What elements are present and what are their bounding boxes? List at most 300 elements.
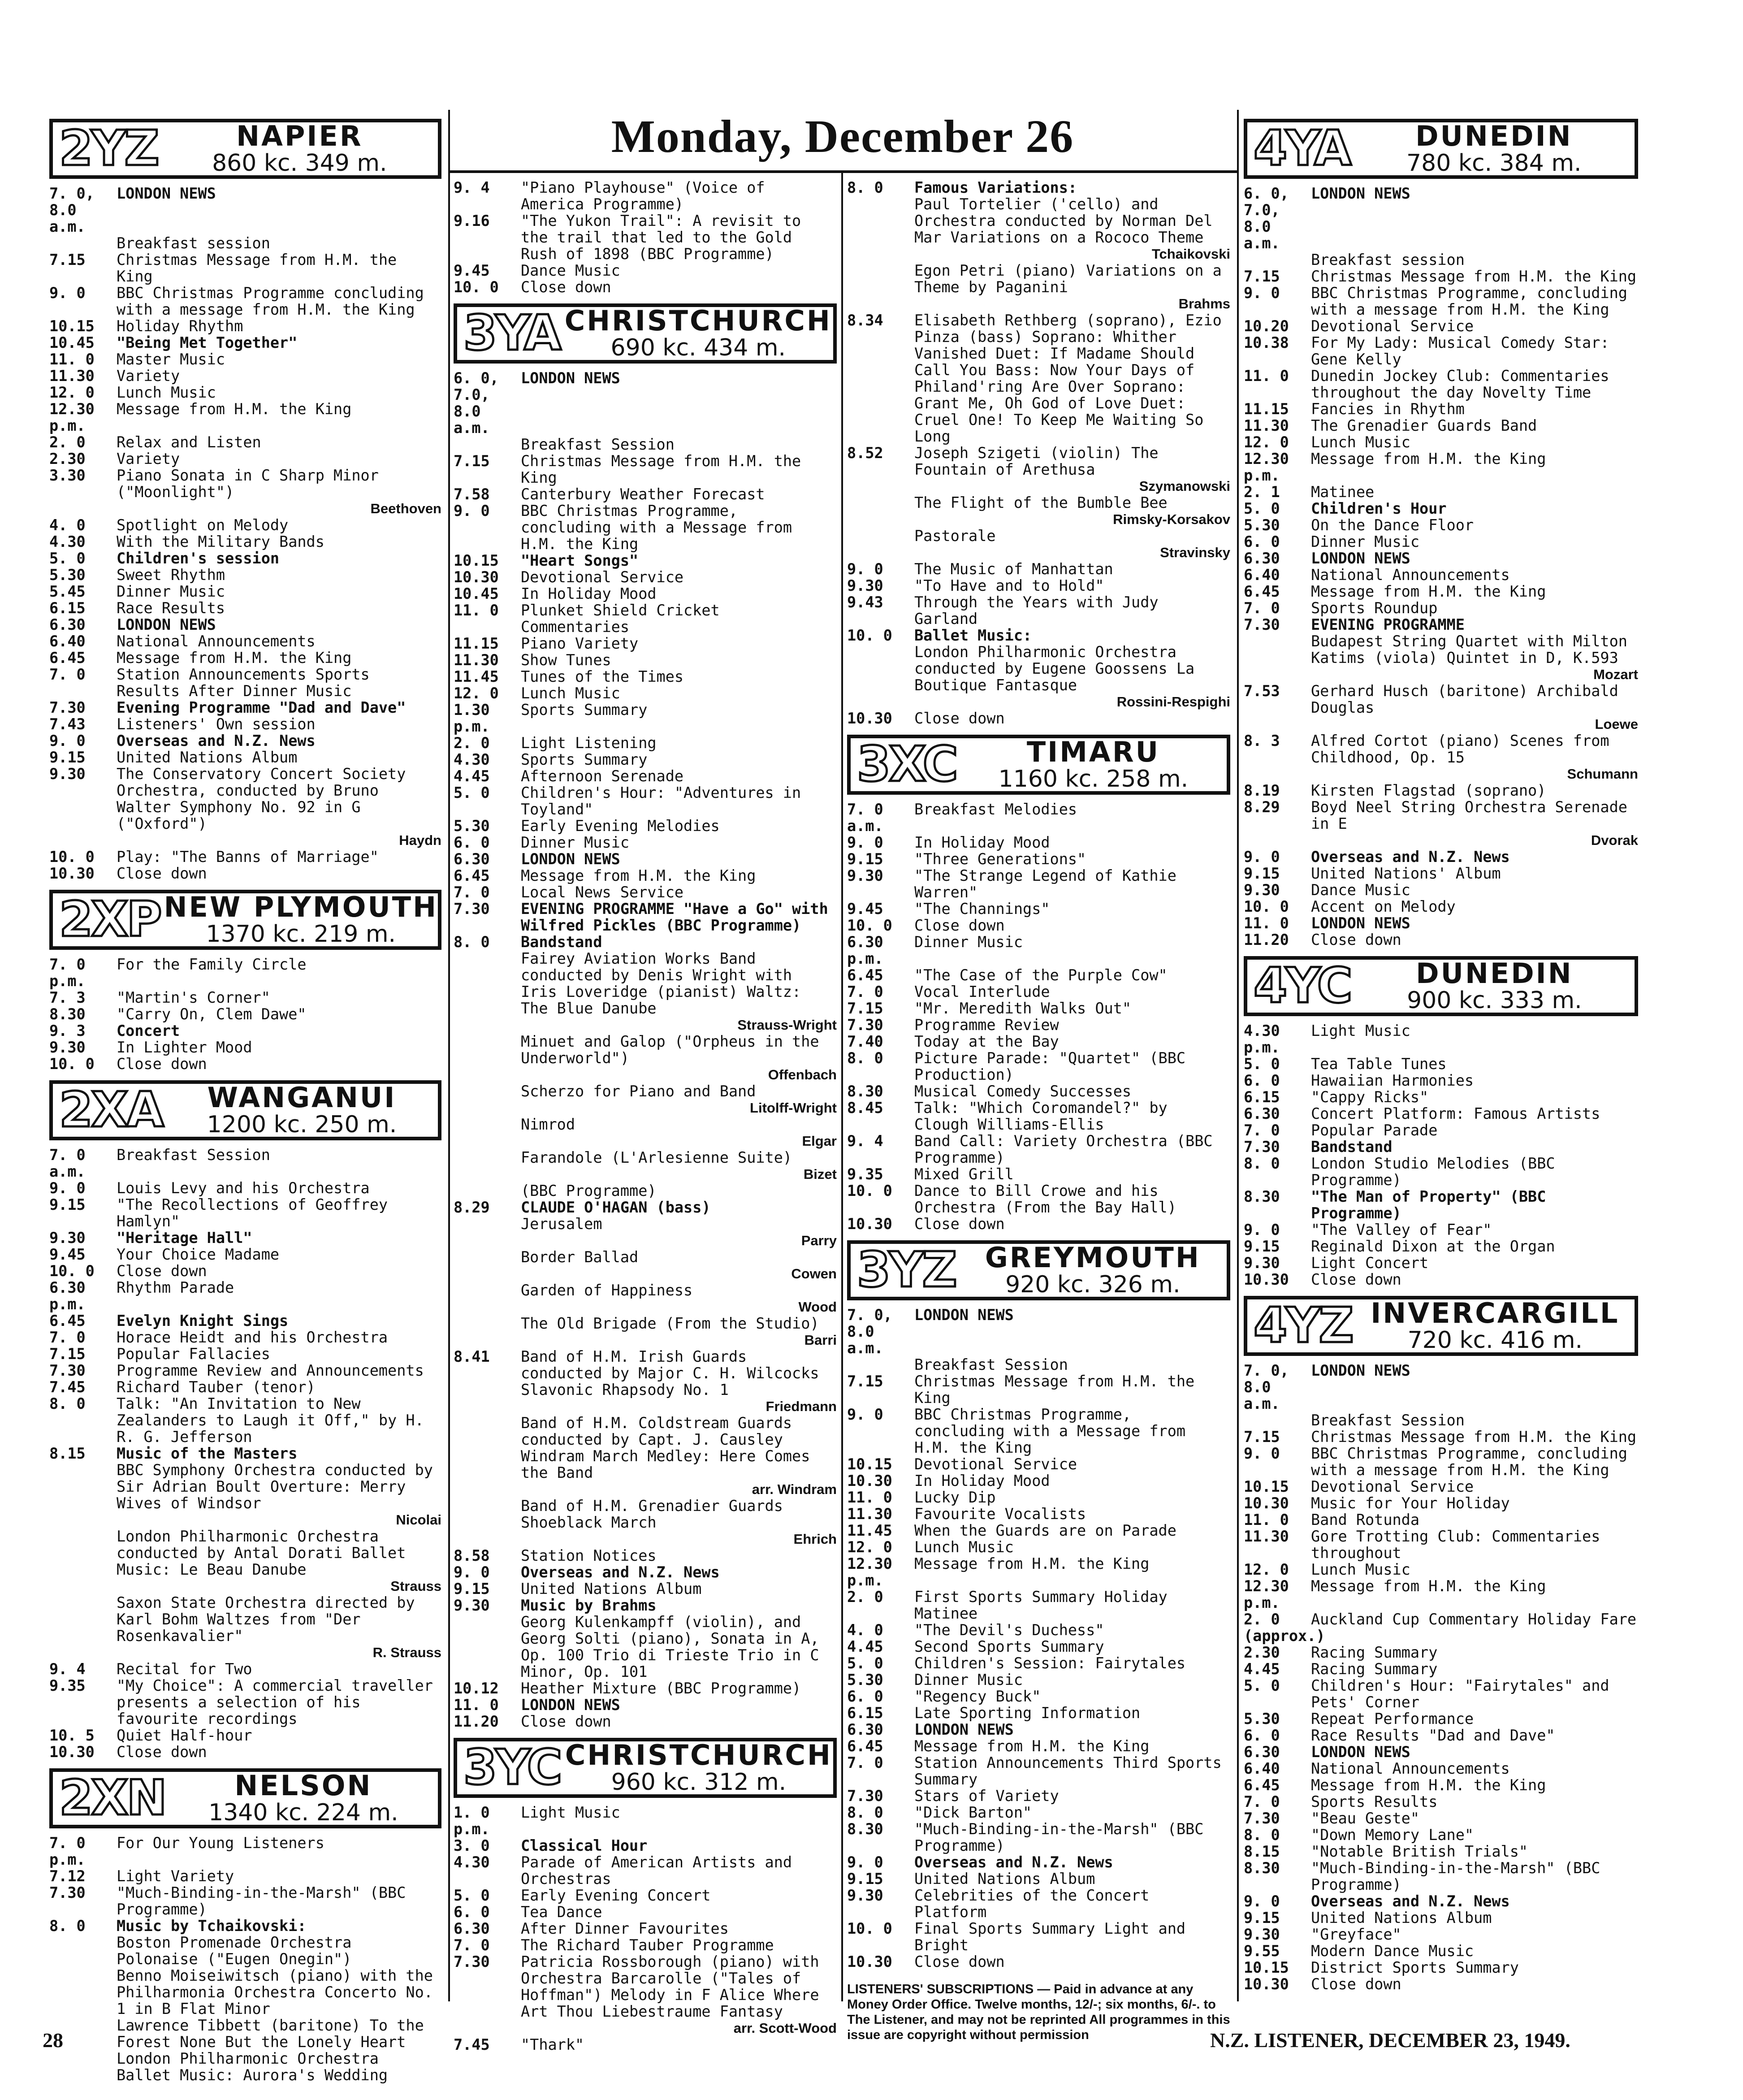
schedule-entry: [49, 434, 441, 450]
entry-time: 7.58: [454, 485, 490, 503]
composer-name: Stravinsky: [1160, 545, 1230, 560]
schedule-entry: [847, 851, 1230, 867]
entry-title: United Nations Album: [521, 1580, 702, 1598]
entry-title: Heather Mixture (BBC Programme): [521, 1680, 801, 1697]
entry-time: [847, 528, 914, 544]
schedule-entry: [1244, 849, 1638, 865]
schedule-entry: [847, 1506, 1230, 1522]
schedule-entry: [1244, 633, 1638, 666]
entry-title: Recital for Two: [117, 1660, 252, 1678]
entry-time: 5. 0: [1244, 1677, 1280, 1694]
entry-title: Message from H.M. the King: [914, 1737, 1150, 1755]
entry-time: 12.30 p.m.: [1244, 450, 1289, 484]
schedule-entry: [847, 1821, 1230, 1854]
entry-time: 9. 0: [1244, 1221, 1280, 1238]
entry-title: Close down: [1311, 931, 1401, 948]
schedule-entry: [1244, 1777, 1638, 1793]
entry-time: 8. 3: [1244, 732, 1280, 749]
entry-title: Tea Dance: [521, 1903, 602, 1921]
entry-time: 11.15: [454, 635, 499, 652]
entry-title: Mixed Grill: [914, 1165, 1014, 1183]
entry-time: [454, 1149, 521, 1166]
schedule-entry: [49, 1196, 441, 1230]
entry-time: 9. 4: [847, 1132, 883, 1150]
entry-time: 3.30: [49, 467, 86, 484]
entry-title: "Regency Buck": [914, 1688, 1041, 1705]
station-meta: [960, 738, 1227, 792]
entry-time: 2. 1: [1244, 483, 1280, 501]
entry-title: Children's Hour: "Adventures in Toyland": [521, 784, 801, 818]
entry-title: BBC Christmas Programme, concluding with a message from H.M. the King: [1311, 284, 1627, 318]
entry-time: 6.45: [454, 867, 490, 884]
entry-title: Concert Platform: Famous Artists: [1311, 1105, 1600, 1122]
station-city: INVERCARGILL: [1371, 1297, 1620, 1329]
schedule-entry: [454, 1713, 837, 1730]
schedule-entry: [454, 1547, 837, 1564]
entry-time: 8. 0: [847, 1804, 883, 1821]
entry-time: 10.30: [454, 568, 499, 586]
entry-title: Station Notices: [521, 1547, 657, 1564]
station-frequency: 720 kc. 416 m.: [1407, 1327, 1583, 1354]
entry-time: 9. 0: [1244, 1892, 1280, 1910]
station-call-sign: 3XC: [857, 736, 956, 792]
schedule-entry: [49, 716, 441, 732]
composer-line: [1244, 766, 1638, 782]
schedule-entry: [1244, 1271, 1638, 1288]
entry-title: The Old Brigade (From the Studio): [521, 1315, 819, 1332]
entry-time: 9.30: [1244, 1254, 1280, 1272]
entry-title: Dance to Bill Crowe and his Orchestra (From the Bay Hall): [914, 1182, 1176, 1216]
station-logo: [454, 1738, 837, 1798]
schedule-entry: [49, 185, 441, 235]
entry-time: 4.45: [1244, 1660, 1280, 1678]
schedule-entry: [847, 1456, 1230, 1472]
entry-title: Message from H.M. the King: [1311, 450, 1546, 468]
entry-time: 11.30: [454, 651, 499, 669]
entry-time: 7.30: [1244, 616, 1280, 633]
composer-name: Parry: [801, 1233, 837, 1248]
composer-line: [847, 693, 1230, 710]
entry-title: The Flight of the Bumble Bee: [914, 494, 1168, 511]
entry-time: [454, 1216, 521, 1232]
entry-title: Repeat Performance: [1311, 1710, 1474, 1728]
entry-title: LONDON NEWS: [521, 369, 620, 387]
schedule-entry: [454, 1804, 837, 1837]
schedule-entry: [1244, 567, 1638, 583]
entry-time: 7.40: [847, 1033, 883, 1050]
entry-title: LONDON NEWS: [117, 616, 216, 633]
schedule-entry: [1244, 1511, 1638, 1528]
composer-name: Barri: [804, 1332, 837, 1348]
entry-title: Breakfast Session: [521, 436, 675, 453]
entry-title: For Our Young Listeners: [117, 1834, 324, 1852]
column-4: [1244, 119, 1638, 2000]
schedule-entry: [847, 801, 1230, 834]
entry-time: 9.15: [847, 850, 883, 868]
entry-title: The Music of Manhattan: [914, 560, 1113, 578]
entry-time: 9.45: [49, 1246, 86, 1263]
schedule-entry: [847, 1522, 1230, 1539]
entry-time: 10.15: [1244, 1478, 1289, 1495]
station-call-sign: 2XN: [59, 1770, 165, 1826]
entry-time: 1.30 p.m.: [454, 701, 490, 735]
entry-title: Jerusalem: [521, 1215, 602, 1233]
entry-title: Christmas Message from H.M. the King: [521, 452, 801, 486]
entry-title: Close down: [1311, 1271, 1401, 1288]
entry-time: [454, 1614, 521, 1680]
entry-title: "Piano Playhouse" (Voice of America Programme): [521, 179, 765, 213]
schedule-entry: [847, 561, 1230, 577]
entry-time: 7.45: [49, 1378, 86, 1396]
entry-time: 12. 0: [847, 1538, 892, 1556]
schedule-entry: [1244, 1926, 1638, 1943]
schedule-entry: [454, 1937, 837, 1953]
entry-title: Overseas and N.Z. News: [1311, 1892, 1510, 1910]
schedule-entry: [847, 1373, 1230, 1406]
entry-title: Accent on Melody: [1311, 898, 1456, 915]
composer-line: [1244, 666, 1638, 683]
schedule-entry: [454, 934, 837, 950]
schedule-entry: [1244, 368, 1638, 401]
entry-title: Close down: [914, 1953, 1005, 1970]
schedule-entry: [847, 1133, 1230, 1166]
schedule-entry: [49, 1934, 441, 1967]
entry-title: Stars of Variety: [914, 1787, 1059, 1805]
schedule-entry: [1244, 683, 1638, 716]
schedule-entry: [847, 1589, 1230, 1622]
schedule-entry: [1244, 1909, 1638, 1926]
schedule-entry: [49, 1445, 441, 1462]
entry-time: 6.45: [1244, 583, 1280, 600]
entry-time: 5. 0: [1244, 1055, 1280, 1073]
entry-title: Play: "The Banns of Marriage": [117, 848, 379, 866]
entry-time: 7.15: [454, 452, 490, 470]
schedule-entry: [454, 1580, 837, 1597]
schedule-entry: [454, 486, 837, 502]
entry-title: "Heritage Hall": [117, 1229, 252, 1247]
entry-time: 9.30: [49, 765, 86, 783]
entry-time: 9.30: [847, 577, 883, 594]
entry-time: 10. 0: [49, 848, 95, 866]
entry-title: Bandstand: [1311, 1138, 1393, 1156]
schedule-entry: [847, 1216, 1230, 1232]
entry-title: Close down: [117, 865, 207, 882]
column-divider-2: [841, 173, 843, 2001]
schedule-entry: [847, 528, 1230, 544]
entry-title: LONDON NEWS: [1311, 1743, 1410, 1761]
entry-time: 11. 0: [1244, 914, 1289, 932]
entry-title: For My Lady: Musical Comedy Star: Gene Kelly: [1311, 334, 1609, 368]
entry-title: District Sports Summary: [1311, 1959, 1519, 1976]
entry-time: 10.15: [1244, 1959, 1289, 1976]
entry-time: 12. 0: [1244, 433, 1289, 451]
schedule-entry: [454, 884, 837, 901]
schedule-entry: [847, 1033, 1230, 1050]
schedule-entry: [847, 967, 1230, 983]
entry-title: "The Valley of Fear": [1311, 1221, 1492, 1238]
schedule-entry: [1244, 882, 1638, 898]
entry-title: LONDON NEWS: [1311, 914, 1410, 932]
entry-time: 9.35: [847, 1165, 883, 1183]
entry-time: [847, 494, 914, 511]
entry-time: 2. 0 (approx.): [1244, 1611, 1325, 1645]
entry-title: Gore Trotting Club: Commentaries throughout: [1311, 1528, 1600, 1562]
entry-title: Gerhard Husch (baritone) Archibald Douglas: [1311, 682, 1618, 716]
schedule-entry: [847, 1182, 1230, 1216]
entry-title: Boyd Neel String Orchestra Serenade in E: [1311, 798, 1627, 832]
entry-title: When the Guards are on Parade: [914, 1522, 1176, 1539]
entry-title: Elisabeth Rethberg (soprano), Ezio Pinza (bass) Soprano: Whither Vanished Duet: If Madame Should Call You Bass: Now Your Days of Philand'ring Are Over Soprano: Grant Me, Oh God of Love Duet: Cruel One! To Keep Me Waiting So Long: [914, 312, 1222, 445]
schedule-entry: [1244, 1238, 1638, 1255]
schedule-entry: [49, 1918, 441, 1934]
entry-title: Modern Dance Music: [1311, 1942, 1474, 1960]
schedule-entry: [49, 2017, 441, 2050]
entry-title: Rhythm Parade: [117, 1279, 234, 1296]
composer-line: [1244, 716, 1638, 732]
entry-title: Saxon State Orchestra directed by Karl Bohm Waltzes from "Der Rosenkavalier": [117, 1594, 415, 1645]
entry-time: 8.30: [847, 1820, 883, 1838]
entry-title: "Thark": [521, 2036, 584, 2053]
entry-time: 9. 0: [49, 1179, 86, 1197]
schedule-entry: [49, 567, 441, 583]
entry-time: 9.15: [1244, 1909, 1280, 1927]
schedule-entry: [847, 1539, 1230, 1555]
station-frequency: 1370 kc. 219 m.: [206, 921, 396, 948]
entry-time: 9.15: [1244, 865, 1280, 882]
entry-time: 10.45: [454, 585, 499, 602]
schedule-entry: [49, 666, 441, 699]
schedule-entry: [1244, 1022, 1638, 1056]
entry-title: Message from H.M. the King: [117, 400, 352, 418]
schedule-entry: [1244, 1561, 1638, 1578]
composer-line: [847, 544, 1230, 561]
entry-title: Early Evening Concert: [521, 1887, 711, 1904]
entry-title: Afternoon Serenade: [521, 767, 684, 785]
entry-time: 7.30: [49, 1884, 86, 1901]
schedule-entry: [1244, 1793, 1638, 1810]
entry-time: 11. 0: [49, 351, 95, 368]
entry-title: Kirsten Flagstad (soprano): [1311, 782, 1546, 799]
schedule-entry: [1244, 1139, 1638, 1155]
station-logo: [454, 303, 837, 364]
entry-title: Border Ballad: [521, 1248, 639, 1266]
schedule-entry: [847, 1688, 1230, 1705]
schedule-entry: [847, 834, 1230, 851]
page-number: 28: [43, 2029, 63, 2052]
entry-title: Message from H.M. the King: [1311, 1577, 1546, 1595]
entry-title: Dinner Music: [521, 834, 630, 851]
entry-title: Concert: [117, 1022, 180, 1039]
entry-time: 6.45: [847, 966, 883, 984]
schedule-entry: [49, 1329, 441, 1346]
entry-title: "Dick Barton": [914, 1804, 1032, 1821]
composer-line: [454, 1100, 837, 1116]
entry-title: Sports Summary: [521, 751, 648, 768]
entry-time: 6. 0, 7.0, 8.0 a.m.: [454, 369, 499, 437]
station-frequency: 920 kc. 326 m.: [1005, 1271, 1181, 1298]
entry-time: 7.53: [1244, 682, 1280, 700]
schedule-entry: [49, 732, 441, 749]
station-meta: [161, 122, 438, 176]
schedule-entry: [49, 956, 441, 989]
composer-line: [49, 832, 441, 849]
schedule-entry: [454, 834, 837, 851]
entry-time: 5. 0: [454, 1887, 490, 1904]
entry-time: 9. 3: [49, 1022, 86, 1039]
entry-time: [454, 1282, 521, 1299]
schedule-entry: [454, 212, 837, 262]
station-call-sign: 3YA: [463, 305, 560, 361]
entry-title: Picture Parade: "Quartet" (BBC Production): [914, 1049, 1186, 1083]
entry-time: 2.30: [49, 450, 86, 468]
schedule-entry: [49, 749, 441, 766]
entry-time: 5. 0: [847, 1654, 883, 1672]
schedule-entry: [847, 1638, 1230, 1655]
schedule-entry: [1244, 251, 1638, 268]
entry-time: 10. 0: [454, 278, 499, 296]
entry-time: 10.15: [454, 552, 499, 569]
entry-title: Breakfast Session: [117, 1146, 270, 1164]
entry-title: Talk: "Which Coromandel?" by Clough Williams-Ellis: [914, 1099, 1168, 1133]
entry-title: Music by Tchaikovski:: [117, 1917, 307, 1935]
schedule-entry: [49, 1180, 441, 1196]
entry-time: 9.35: [49, 1677, 86, 1694]
entry-title: Minuet and Galop ("Orpheus in the Underworld"): [521, 1033, 819, 1067]
composer-name: Bizet: [803, 1166, 837, 1182]
entry-time: 11. 0: [1244, 367, 1289, 385]
schedule-entry: [49, 235, 441, 251]
entry-time: 10. 5: [49, 1727, 95, 1744]
entry-time: 9. 0: [847, 1406, 883, 1423]
entry-time: 8.30: [1244, 1859, 1280, 1877]
entry-title: Auckland Cup Commentary Holiday Fare: [1311, 1611, 1637, 1628]
station-frequency: 900 kc. 333 m.: [1407, 987, 1582, 1014]
entry-time: 7. 0 a.m.: [847, 801, 883, 835]
entry-time: 10.30: [847, 1953, 892, 1970]
schedule-entry: [847, 901, 1230, 917]
entry-time: 10. 0: [847, 627, 892, 644]
station-meta: [563, 304, 833, 361]
entry-title: Classical Hour: [521, 1837, 648, 1854]
entry-title: Close down: [914, 1215, 1005, 1233]
composer-name: Elgar: [802, 1133, 837, 1149]
schedule-entry: [454, 818, 837, 834]
entry-time: 8.30: [1244, 1188, 1280, 1205]
column-divider-3: [1237, 110, 1239, 2001]
station-call-sign: 2XA: [59, 1082, 162, 1138]
schedule-entry: [1244, 1727, 1638, 1744]
entry-title: Local News Service: [521, 883, 684, 901]
schedule-entry: [49, 1727, 441, 1744]
schedule-entry: [1244, 1710, 1638, 1727]
entry-title: Dance Music: [1311, 881, 1410, 899]
entry-title: Devotional Service: [914, 1455, 1077, 1473]
entry-time: 9.15: [49, 1196, 86, 1213]
entry-title: Overseas and N.Z. News: [914, 1853, 1113, 1871]
entry-time: [454, 1498, 521, 1531]
entry-time: 7.30: [454, 900, 490, 918]
entry-time: 6.40: [1244, 566, 1280, 584]
composer-name: Schumann: [1567, 766, 1638, 782]
column-3: [847, 179, 1230, 2051]
station-city: CHRISTCHURCH: [564, 304, 832, 337]
schedule-entry: [847, 1738, 1230, 1754]
composer-name: Haydn: [399, 832, 441, 848]
entry-title: Horace Heidt and his Orchestra: [117, 1329, 388, 1346]
entry-title: United Nations Album: [1311, 1909, 1492, 1927]
schedule-entry: [1244, 1445, 1638, 1478]
schedule-entry: [1244, 1976, 1638, 1992]
entry-title: Light Music: [521, 1804, 620, 1821]
entry-title: Georg Kulenkampff (violin), and Georg Solti (piano), Sonata in A, Op. 100 Trio di Trieste Trio in C Minor, Op. 101: [521, 1613, 819, 1680]
entry-title: Early Evening Melodies: [521, 817, 720, 835]
entry-title: The Conservatory Concert Society Orchestra, conducted by Bruno Walter Symphony No. 92 in G ("Oxford"): [117, 765, 406, 832]
station-meta: [1354, 959, 1635, 1013]
entry-time: 9. 0: [847, 560, 883, 578]
schedule-entry: [1244, 915, 1638, 931]
composer-name: Strauss-Wright: [737, 1017, 837, 1033]
entry-title: LONDON NEWS: [914, 1721, 1014, 1738]
station-city: DUNEDIN: [1416, 957, 1573, 990]
entry-time: 6.15: [49, 599, 86, 617]
entry-title: Christmas Message from H.M. the King: [117, 251, 397, 285]
entry-time: 6. 0: [454, 834, 490, 851]
schedule-entry: [1244, 1188, 1638, 1221]
entry-time: 10. 0: [847, 1920, 892, 1937]
entry-title: Close down: [521, 1713, 611, 1730]
entry-title: In Lighter Mood: [117, 1039, 252, 1056]
entry-time: 8.30: [847, 1082, 883, 1100]
entry-title: Late Sporting Information: [914, 1704, 1141, 1722]
schedule-entry: [847, 1100, 1230, 1133]
entry-title: Close down: [914, 917, 1005, 934]
schedule-entry: [1244, 1056, 1638, 1072]
entry-title: Through the Years with Judy Garland: [914, 593, 1159, 628]
entry-title: Breakfast Session: [1311, 1412, 1465, 1429]
entry-title: "My Choice": A commercial traveller presents a selection of his favourite recordings: [117, 1677, 433, 1728]
entry-time: 10. 0: [1244, 898, 1289, 915]
schedule-entry: [49, 1346, 441, 1362]
entry-title: Devotional Service: [1311, 317, 1474, 335]
schedule-entry: [847, 577, 1230, 594]
entry-title: Message from H.M. the King: [1311, 583, 1546, 600]
entry-time: 8. 0: [49, 1917, 86, 1935]
schedule-entry: [454, 1199, 837, 1216]
entry-time: 10.20: [1244, 317, 1289, 335]
entry-time: 2.30: [1244, 1644, 1280, 1661]
schedule-entry: [1244, 450, 1638, 484]
entry-time: 12. 0: [454, 684, 499, 702]
schedule-entry: [847, 1622, 1230, 1638]
schedule-entry: [847, 1000, 1230, 1017]
schedule-entry: [454, 1498, 837, 1531]
entry-time: 12. 0: [49, 384, 95, 401]
entry-time: [49, 1462, 117, 1511]
entry-time: 10.12: [454, 1680, 499, 1697]
schedule-entry: [847, 917, 1230, 934]
entry-time: 10.30: [847, 1215, 892, 1233]
station-call-sign: 4YA: [1254, 121, 1350, 177]
entry-time: [1244, 251, 1311, 268]
entry-title: Close down: [521, 278, 611, 296]
schedule-entry: [454, 867, 837, 884]
entry-time: 4.30: [454, 1853, 490, 1871]
schedule-entry: [49, 649, 441, 666]
entry-title: National Announcements: [117, 632, 316, 650]
entry-title: BBC Christmas Programme concluding with a message from H.M. the King: [117, 284, 424, 318]
composer-line: [454, 1481, 837, 1498]
entry-title: Message from H.M. the King: [1311, 1776, 1546, 1794]
